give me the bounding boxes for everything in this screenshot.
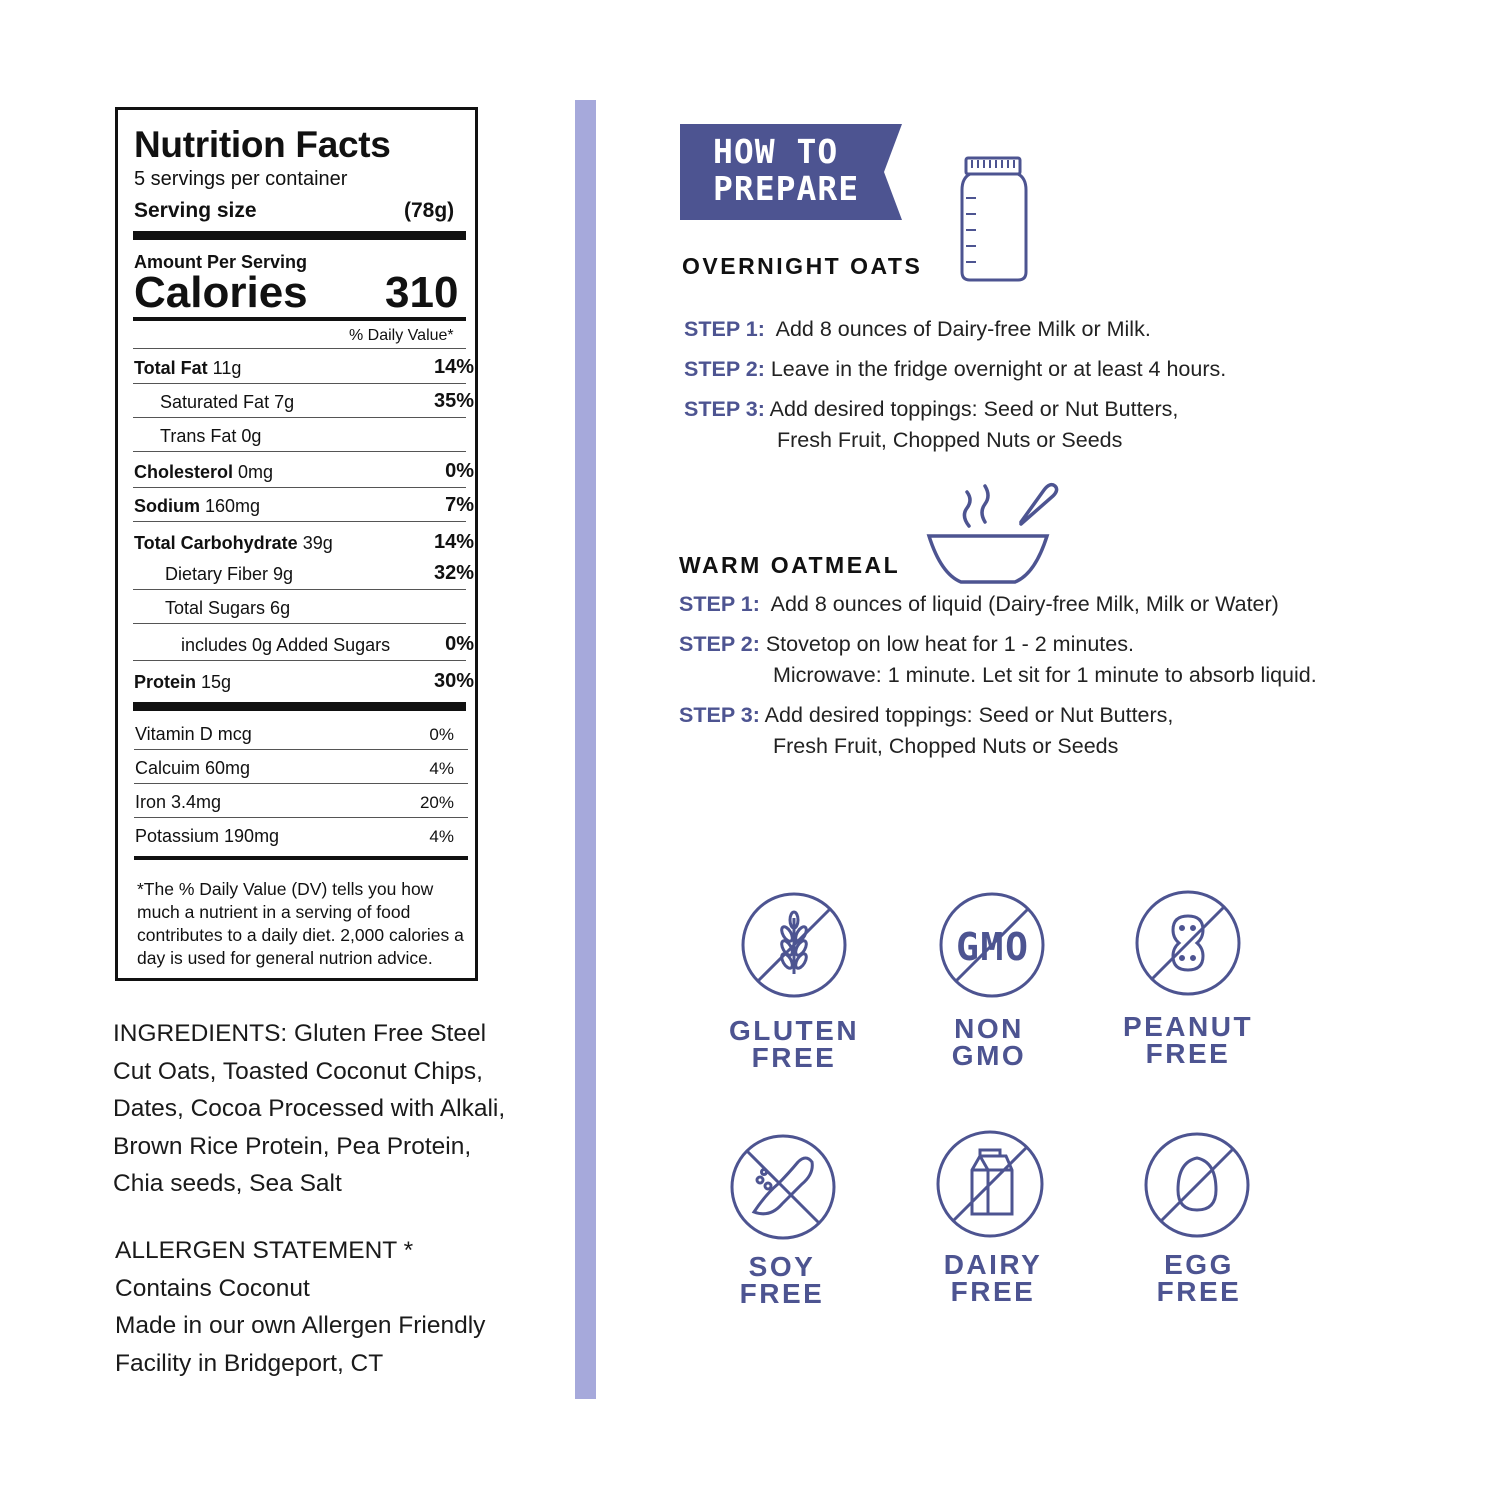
overnight-oats-title: OVERNIGHT OATS bbox=[682, 253, 923, 279]
step-row bbox=[684, 397, 1178, 422]
daily-value-header: % Daily Value* bbox=[349, 327, 454, 344]
badge-line-1: PEANUT bbox=[1122, 1011, 1254, 1042]
banner-line-2: PREPARE bbox=[713, 169, 860, 208]
vitamin-row bbox=[134, 715, 468, 750]
allergen-contains: Contains Coconut bbox=[115, 1274, 310, 1302]
bowl-icon bbox=[925, 482, 1065, 588]
vitamin-row bbox=[134, 749, 468, 784]
nutrient-row bbox=[133, 349, 474, 384]
step-tag: STEP 2: bbox=[684, 357, 765, 381]
peanut-icon bbox=[1135, 890, 1241, 996]
nutrient-dv: 0% bbox=[445, 460, 474, 482]
egg-icon bbox=[1144, 1132, 1250, 1238]
badge-line-2: FREE bbox=[739, 1278, 825, 1309]
step-text-continued: Fresh Fruit, Chopped Nuts or Seeds bbox=[777, 428, 1123, 452]
calories-label: Calories bbox=[134, 268, 308, 317]
allergen-facility-1: Made in our own Allergen Friendly bbox=[115, 1312, 486, 1339]
nutrient-row bbox=[133, 453, 474, 488]
nutrition-title: Nutrition Facts bbox=[134, 124, 391, 165]
step-row bbox=[679, 632, 1134, 657]
nutrient-name: Protein bbox=[134, 672, 197, 692]
nutrient-amount: 11g bbox=[207, 358, 242, 378]
daily-value-footnote: *The % Daily Value (DV) tells you how much a nutrient in a serving of food contributes to a daily diet. 2,000 calories a day is used for general nutrion advice. bbox=[137, 879, 464, 968]
step-row bbox=[684, 317, 1151, 342]
allergen-title: ALLERGEN STATEMENT * bbox=[115, 1237, 414, 1264]
step-row bbox=[684, 357, 1226, 382]
nutrient-amount: Total Sugars 6g bbox=[165, 598, 291, 618]
nutrient-row bbox=[133, 626, 474, 661]
gmo-glyph: GMO bbox=[956, 925, 1028, 969]
allergen-facility-2: Facility in Bridgeport, CT bbox=[115, 1349, 384, 1377]
nutrient-dv: 35% bbox=[433, 390, 474, 412]
nutrient-name: Sodium bbox=[134, 496, 200, 516]
dairy-free-label bbox=[893, 1251, 1093, 1305]
step-text: Add 8 ounces of liquid (Dairy-free Milk, Milk or Water) bbox=[770, 592, 1279, 616]
warm-oatmeal-title: WARM OATMEAL bbox=[679, 552, 901, 578]
badge-line-1: EGG bbox=[1164, 1249, 1234, 1280]
vitamin-dv: 4% bbox=[429, 827, 454, 846]
step-text: Leave in the fridge overnight or at least 4 hours. bbox=[770, 357, 1227, 381]
medium-divider bbox=[133, 317, 466, 321]
nutrient-amount: includes 0g Added Sugars bbox=[181, 635, 391, 655]
vitamin-name: Vitamin D mcg bbox=[135, 724, 252, 744]
calories-value: 310 bbox=[385, 268, 459, 317]
nutrient-row bbox=[133, 383, 474, 418]
nutrient-dv: 14% bbox=[433, 531, 474, 553]
badge-line-1: SOY bbox=[748, 1251, 816, 1282]
nutrient-name: Cholesterol bbox=[134, 462, 234, 482]
vitamin-row bbox=[134, 817, 468, 851]
nutrient-row bbox=[133, 417, 466, 452]
thick-divider bbox=[133, 702, 466, 711]
step-text: Stovetop on low heat for 1 - 2 minutes. bbox=[765, 632, 1134, 656]
badge-line-1: GLUTEN bbox=[728, 1015, 860, 1046]
nutrient-dv: 32% bbox=[433, 562, 474, 584]
badge-line-2: FREE bbox=[950, 1276, 1036, 1307]
non-gmo-label bbox=[889, 1015, 1089, 1069]
thick-divider bbox=[133, 231, 466, 240]
nutrient-row bbox=[133, 555, 474, 590]
step-tag: STEP 1: bbox=[684, 317, 765, 341]
nutrient-amount: 39g bbox=[297, 533, 333, 553]
serving-size-value: (78g) bbox=[404, 199, 455, 222]
nutrient-row bbox=[133, 589, 466, 624]
vitamin-name: Iron 3.4mg bbox=[135, 792, 222, 812]
badge-line-1: DAIRY bbox=[943, 1249, 1043, 1280]
step-tag: STEP 2: bbox=[679, 632, 760, 656]
badge-line-1: NON bbox=[954, 1013, 1024, 1044]
nutrient-name: Total Carbohydrate bbox=[134, 533, 298, 553]
nutrient-amount: 160mg bbox=[200, 496, 261, 516]
nutrient-dv: 30% bbox=[433, 670, 474, 692]
nutrient-row bbox=[133, 663, 474, 697]
nutrient-dv: 7% bbox=[445, 494, 474, 516]
wheat-icon bbox=[741, 892, 847, 998]
nutrient-row bbox=[133, 487, 474, 522]
vitamin-row bbox=[134, 783, 468, 818]
banner-line-1: HOW TO bbox=[713, 132, 839, 171]
step-tag: STEP 3: bbox=[679, 703, 760, 727]
nutrient-name: Total Fat bbox=[134, 358, 208, 378]
nutrient-amount: Dietary Fiber 9g bbox=[165, 564, 294, 584]
ingredients-text: INGREDIENTS: Gluten Free Steel Cut Oats, Toasted Coconut Chips, Dates, Cocoa Processed with Alkali, Brown Rice Protein, Pea Protein, Chia seeds, Sea Salt bbox=[113, 1020, 506, 1197]
peanut-free-label bbox=[1088, 1013, 1288, 1067]
nutrient-amount: 0mg bbox=[233, 462, 274, 482]
vitamin-name: Calcuim 60mg bbox=[135, 758, 251, 778]
nutrient-amount: 15g bbox=[196, 672, 232, 692]
gmo-icon bbox=[939, 892, 1045, 998]
egg-free-label bbox=[1099, 1251, 1299, 1305]
vitamin-dv: 0% bbox=[429, 725, 454, 744]
step-text: Add desired toppings: Seed or Nut Butters, bbox=[764, 703, 1174, 727]
servings-per-container: 5 servings per container bbox=[134, 168, 348, 190]
vitamin-dv: 20% bbox=[419, 793, 454, 812]
vitamin-name: Potassium 190mg bbox=[135, 826, 280, 846]
vertical-divider bbox=[575, 100, 596, 1399]
soybean-icon bbox=[730, 1134, 836, 1240]
nutrient-amount: Saturated Fat 7g bbox=[160, 392, 295, 412]
badge-line-2: FREE bbox=[751, 1042, 837, 1073]
step-tag: STEP 1: bbox=[679, 592, 760, 616]
badge-line-2: FREE bbox=[1145, 1038, 1231, 1069]
serving-size-label: Serving size bbox=[134, 199, 257, 222]
vitamin-dv: 4% bbox=[429, 759, 454, 778]
step-tag: STEP 3: bbox=[684, 397, 765, 421]
step-text-continued: Microwave: 1 minute. Let sit for 1 minute to absorb liquid. bbox=[773, 663, 1317, 687]
nutrient-dv: 14% bbox=[433, 356, 474, 378]
step-row bbox=[679, 592, 1279, 617]
step-row bbox=[679, 703, 1173, 728]
nutrient-amount: Trans Fat 0g bbox=[160, 426, 262, 446]
nutrient-dv: 0% bbox=[445, 633, 474, 655]
step-text: Add 8 ounces of Dairy-free Milk or Milk. bbox=[775, 317, 1151, 341]
gluten-free-label bbox=[694, 1017, 894, 1071]
step-text-continued: Fresh Fruit, Chopped Nuts or Seeds bbox=[773, 734, 1119, 758]
medium-divider bbox=[134, 856, 468, 860]
step-text: Add desired toppings: Seed or Nut Butters, bbox=[769, 397, 1179, 421]
badge-line-2: FREE bbox=[1156, 1276, 1242, 1307]
allergen-statement bbox=[115, 1232, 535, 1382]
jar-icon bbox=[958, 154, 1030, 284]
badge-line-2: GMO bbox=[951, 1040, 1027, 1071]
soy-free-label bbox=[682, 1253, 882, 1307]
nutrient-row bbox=[133, 524, 474, 558]
amount-per-serving: Amount Per Serving bbox=[134, 252, 308, 272]
banner-text bbox=[713, 133, 859, 207]
milk-carton-icon bbox=[936, 1130, 1044, 1238]
